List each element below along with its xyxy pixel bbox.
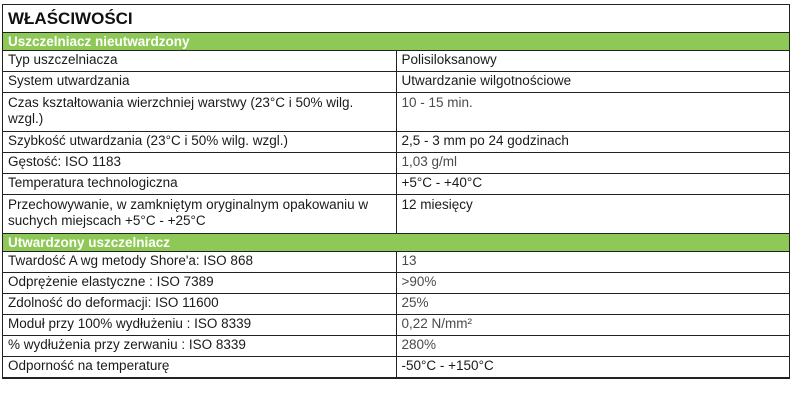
property-value: 1,03 g/ml bbox=[396, 153, 789, 174]
table-row bbox=[3, 132, 789, 153]
property-label: Moduł przy 100% wydłużeniu : ISO 8339 bbox=[3, 315, 396, 336]
table-row bbox=[3, 252, 789, 273]
property-label: System utwardzania bbox=[3, 72, 396, 93]
section-header-uncured bbox=[3, 33, 789, 51]
table-row bbox=[3, 357, 789, 378]
page-title: WŁAŚCIWOŚCI bbox=[3, 5, 789, 33]
property-value: 25% bbox=[396, 294, 789, 315]
table-row bbox=[3, 315, 789, 336]
properties-grid bbox=[3, 33, 789, 378]
property-value: -50°C - +150°C bbox=[396, 357, 789, 378]
properties-table bbox=[2, 4, 790, 379]
property-label: Temperatura technologiczna bbox=[3, 174, 396, 195]
property-label: Szybkość utwardzania (23°C i 50% wilg. wzgl.) bbox=[3, 132, 396, 153]
table-row bbox=[3, 336, 789, 357]
table-row bbox=[3, 174, 789, 195]
property-value: Utwardzanie wilgotnościowe bbox=[396, 72, 789, 93]
property-label: Odprężenie elastyczne : ISO 7389 bbox=[3, 273, 396, 294]
property-label: Przechowywanie, w zamkniętym oryginalnym opakowaniu w suchych miejscach +5°C - +25°C bbox=[3, 195, 396, 234]
section-heading: Utwardzony uszczelniacz bbox=[3, 234, 789, 252]
property-value: 13 bbox=[396, 252, 789, 273]
table-row bbox=[3, 93, 789, 132]
property-label: Twardość A wg metody Shore'a: ISO 868 bbox=[3, 252, 396, 273]
table-row bbox=[3, 273, 789, 294]
section-heading: Uszczelniacz nieutwardzony bbox=[3, 33, 789, 51]
table-row bbox=[3, 153, 789, 174]
property-label: % wydłużenia przy zerwaniu : ISO 8339 bbox=[3, 336, 396, 357]
property-value: +5°C - +40°C bbox=[396, 174, 789, 195]
section-header-cured bbox=[3, 234, 789, 252]
table-row bbox=[3, 195, 789, 234]
table-row bbox=[3, 51, 789, 72]
property-value: 12 miesięcy bbox=[396, 195, 789, 234]
property-value: 0,22 N/mm² bbox=[396, 315, 789, 336]
property-value: 280% bbox=[396, 336, 789, 357]
property-value: 10 - 15 min. bbox=[396, 93, 789, 132]
property-label: Zdolność do deformacji: ISO 11600 bbox=[3, 294, 396, 315]
property-value: Polisiloksanowy bbox=[396, 51, 789, 72]
property-label: Czas kształtowania wierzchniej warstwy (23°C i 50% wilg. wzgl.) bbox=[3, 93, 396, 132]
table-row bbox=[3, 294, 789, 315]
property-label: Typ uszczelniacza bbox=[3, 51, 396, 72]
table-row bbox=[3, 72, 789, 93]
property-value: 2,5 - 3 mm po 24 godzinach bbox=[396, 132, 789, 153]
property-label: Odporność na temperaturę bbox=[3, 357, 396, 378]
property-label: Gęstość: ISO 1183 bbox=[3, 153, 396, 174]
property-value: >90% bbox=[396, 273, 789, 294]
